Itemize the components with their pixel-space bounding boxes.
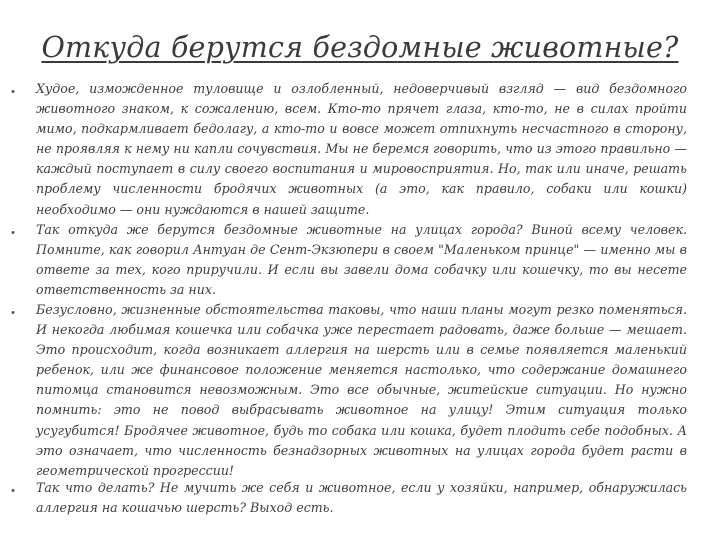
bullet-marker: • bbox=[11, 307, 15, 319]
bullet-marker: • bbox=[11, 485, 15, 497]
bullet-text: Безусловно, жизненные обстоятельства таковы, что наши планы могут резко поменяться. И некогда любимая кошечка или собачка уже перестает радовать, даже больше — мешает. Это происходит, когда возникает аллергия на шерсть или в семье появляется маленький ребенок, или же финансовое положение меняется настолько, что содержание домашнего питомца становится невозможным. Это все обычные, житейские ситуации. Но нужно помнить: это не повод выбрасывать животное на улицу! Этим ситуация только усугубится! Бродячее животное, будь то собака или кошка, будет плодить себе подобных. А это означает, что численность безнадзорных животных на улицах города будет расти в геометрической прогрессии! bbox=[36, 302, 687, 478]
bullet-text: Так откуда же берутся бездомные животные на улицах города? Виной всему человек. Помните, как говорил Антуан де Сент-Экзюпери в своем "Маленьком принце" — именно мы в ответе за тех, кого приручили. И если вы завели дома собачку или кошечку, то вы несете ответственность за них. bbox=[36, 222, 687, 298]
bullet-marker: • bbox=[11, 86, 15, 98]
bullet-marker: • bbox=[11, 227, 15, 239]
bullet-text: Так что делать? Не мучить же себя и животное, если у хозяйки, например, обнаружилась аллергия на кошачью шерсть? Выход есть. bbox=[36, 480, 687, 516]
slide-title: Откуда берутся бездомные животные? bbox=[41, 31, 679, 64]
bullet-text: Худое, изможденное туловище и озлобленный, недоверчивый взгляд — вид бездомного животного знаком, к сожалению, всем. Кто-то прячет глаза, кто-то, не в силах пройти мимо, подкармливает бедолагу, а кто-то и вовсе может отпихнуть несчастного в сторону, не проявляя к нему ни капли сочувствия. Мы не беремся говорить, что из этого правильно — каждый поступает в силу своего воспитания и мировосприятия. Но, так или иначе, решать проблему численности бродячих животных (а это, как правило, собаки или кошки) необходимо — они нуждаются в нашей защите. bbox=[36, 81, 687, 217]
